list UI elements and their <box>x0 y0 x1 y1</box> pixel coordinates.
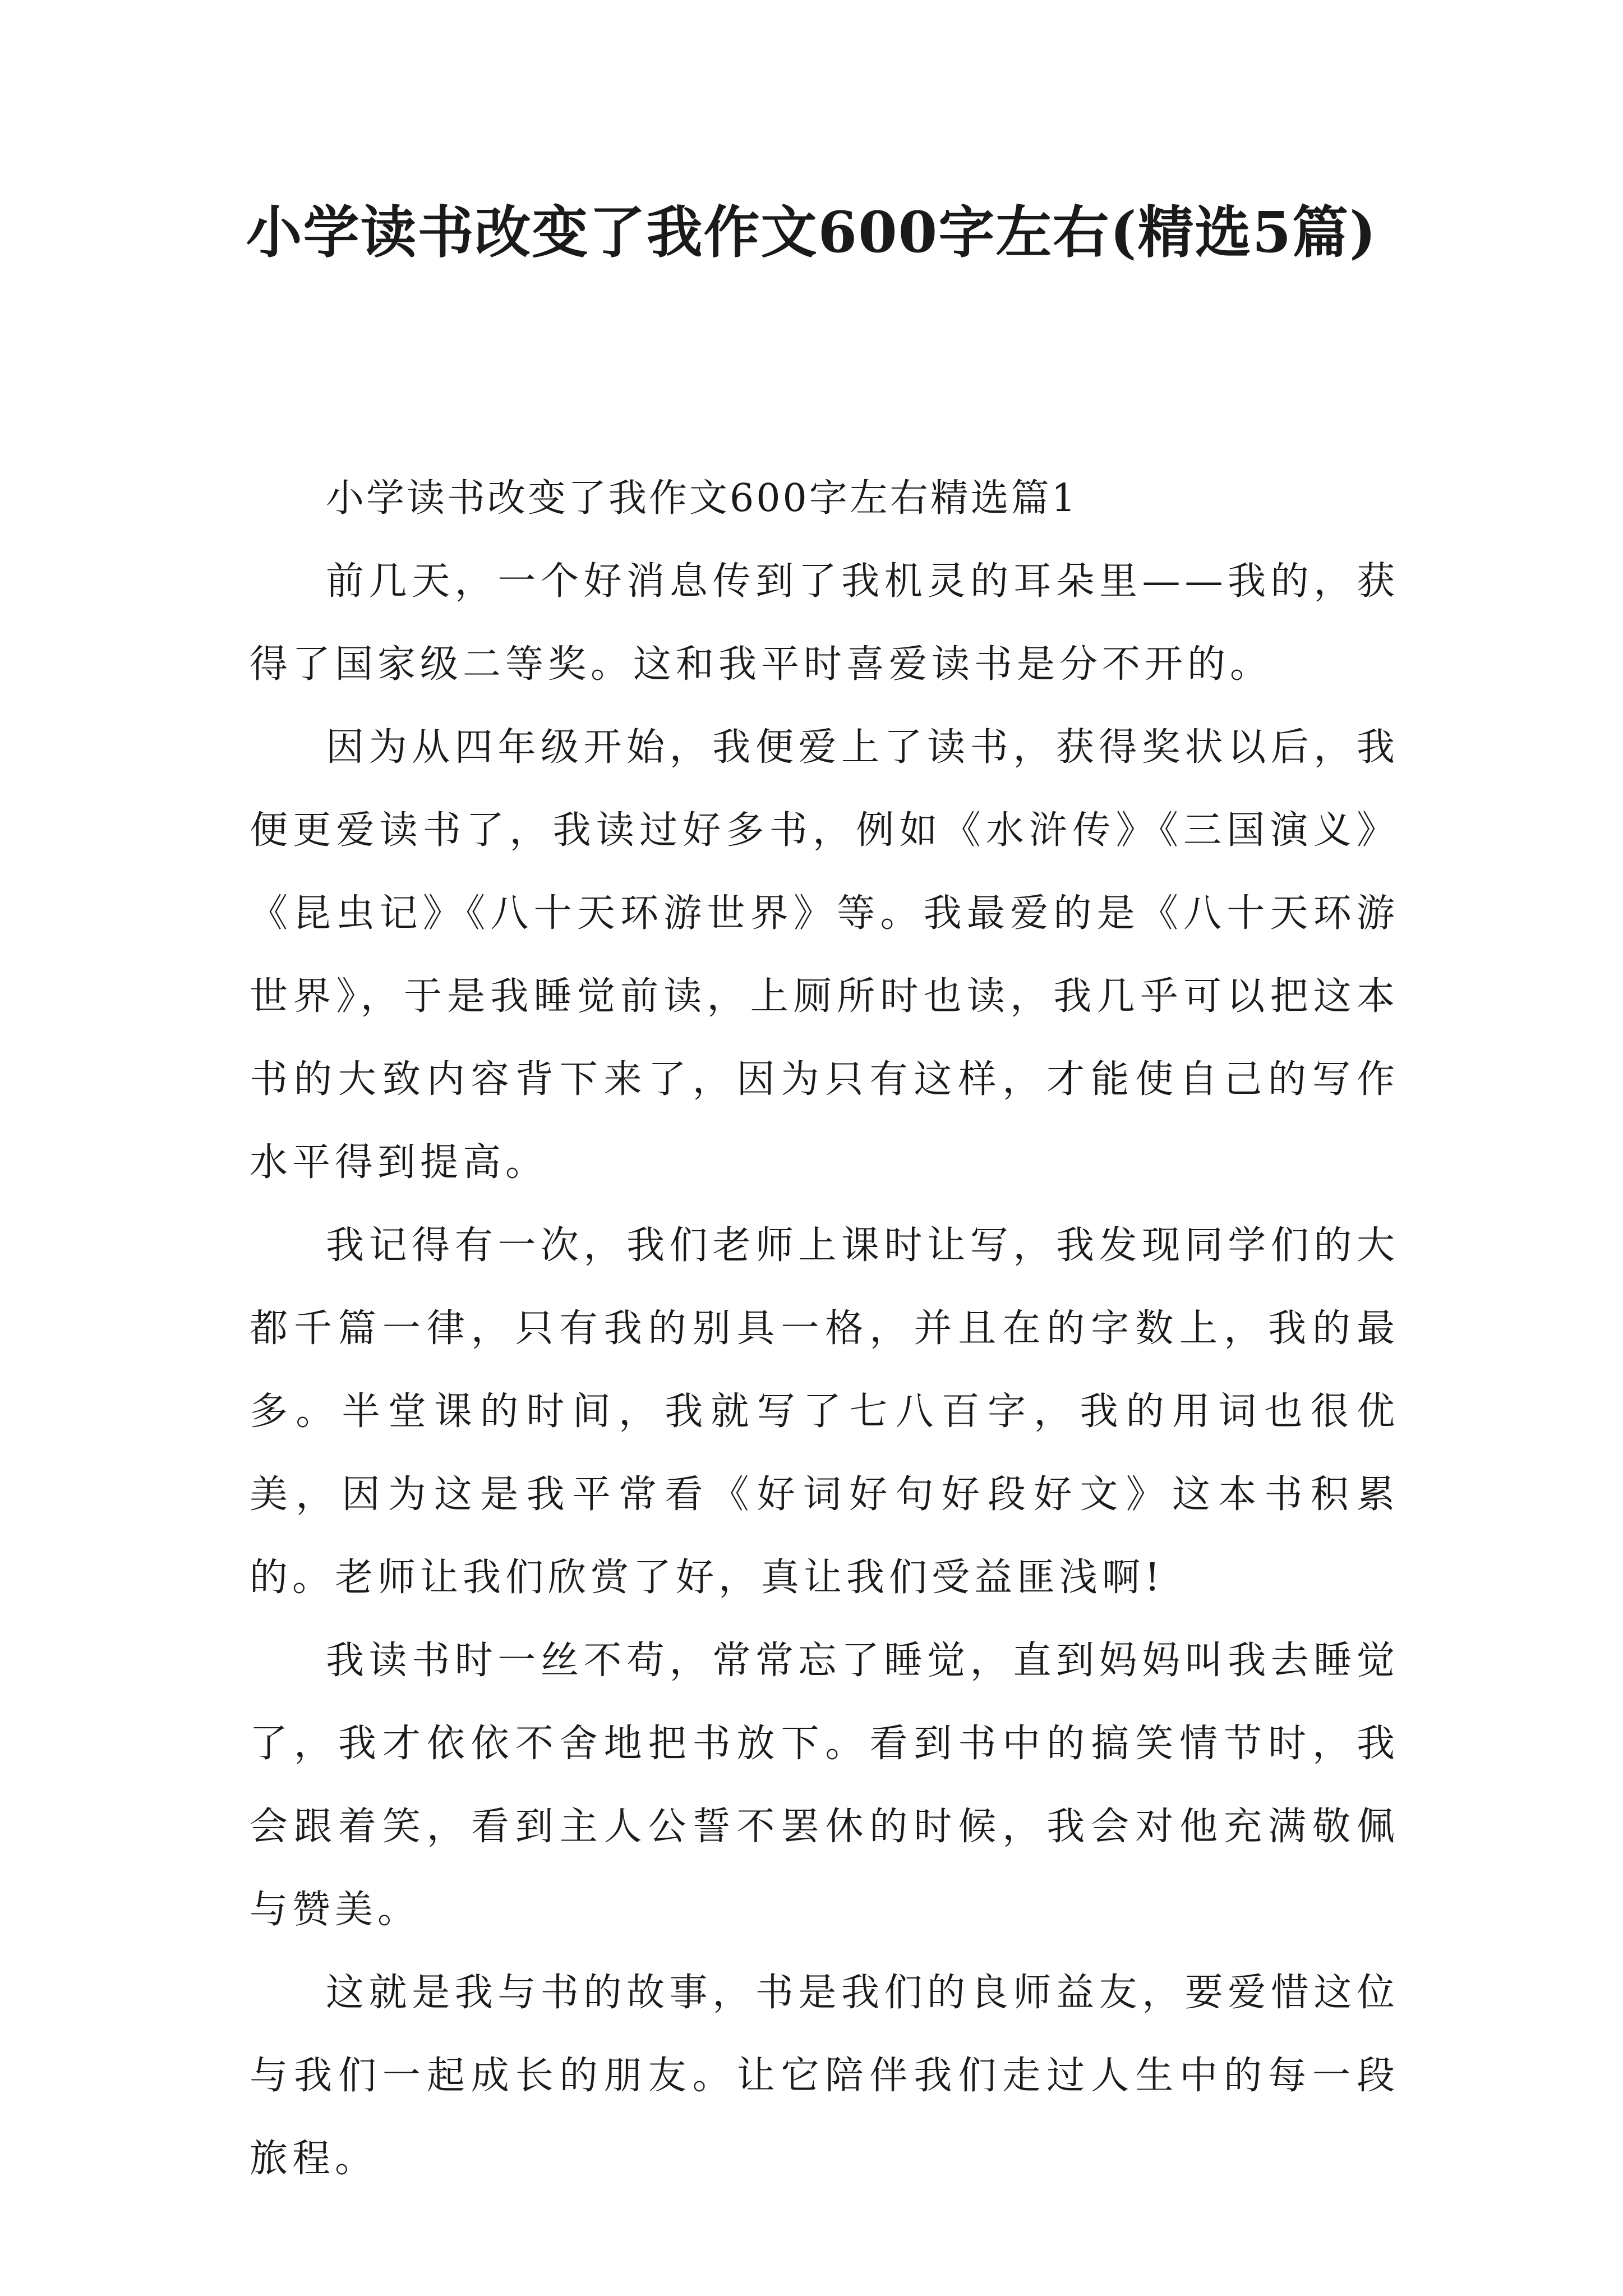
paragraph-1: 前几天，一个好消息传到了我机灵的耳朵里——我的，获得了国家级二等奖。这和我平时喜爱读书是分不开的。 <box>250 559 1399 687</box>
paragraph-3: 我记得有一次，我们老师上课时让写，我发现同学们的大都千篇一律，只有我的别具一格，并且在的字数上，我的最多。半堂课的时间，我就写了七八百字，我的用词也很优美，因为这是我平常看《好词好句好段好文》这本书积累的。老师让我们欣赏了好，真让我们受益匪浅啊! <box>250 1223 1399 1600</box>
document-body <box>250 457 1399 2201</box>
section-heading: 小学读书改变了我作文600字左右精选篇1 <box>326 476 1078 521</box>
paragraph-4: 我读书时一丝不苟，常常忘了睡觉，直到妈妈叫我去睡觉了，我才依依不舍地把书放下。看到书中的搞笑情节时，我会跟着笑，看到主人公誓不罢休的时候，我会对他充满敬佩与赞美。 <box>250 1639 1399 1932</box>
document-title: 小学读书改变了我作文600字左右(精选5篇) <box>246 199 1377 265</box>
paragraph-5: 这就是我与书的故事，书是我们的良师益友，要爱惜这位与我们一起成长的朋友。让它陪伴我们走过人生中的每一段旅程。 <box>250 1971 1399 2181</box>
paragraph-2: 因为从四年级开始，我便爱上了读书，获得奖状以后，我便更爱读书了，我读过好多书，例如《水浒传》《三国演义》《昆虫记》《八十天环游世界》等。我最爱的是《八十天环游世界》，于是我睡觉前读，上厕所时也读，我几乎可以把这本书的大致内容背下来了，因为只有这样，才能使自己的写作水平得到提高。 <box>250 725 1399 1185</box>
